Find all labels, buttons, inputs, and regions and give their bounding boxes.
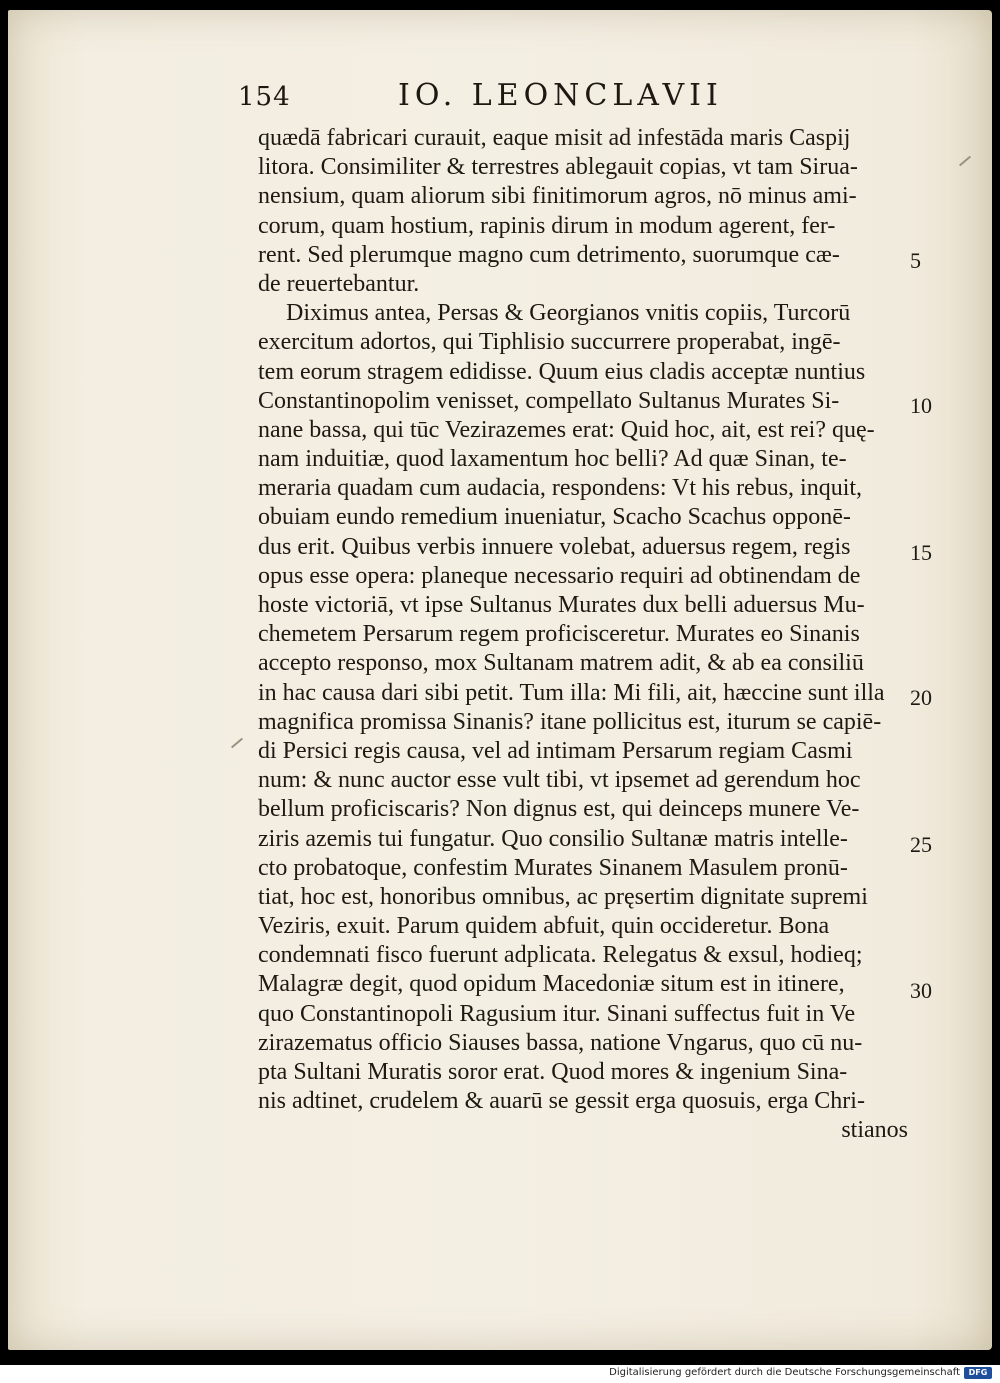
text-line: zirazematus officio Siauses bassa, natione Vngarus, quo cū nu- bbox=[258, 1029, 863, 1056]
text-line: nensium, quam aliorum sibi finitimorum agros, nō minus ami- bbox=[258, 183, 857, 210]
text-line: quo Constantinopoli Ragusium itur. Sinani suffectus fuit in Ve bbox=[258, 1000, 856, 1027]
text-line: nis adtinet, crudelem & auarū se gessit erga quosuis, erga Chri- bbox=[258, 1088, 865, 1115]
text-line: Constantinopolim venisset, compellato Sultanus Murates Si- bbox=[258, 387, 840, 414]
page-number: 154 bbox=[238, 82, 291, 112]
catchword: stianos bbox=[841, 1117, 908, 1144]
text-line: in hac causa dari sibi petit. Tum illa: Mi fili, ait, hæccine sunt illa bbox=[258, 679, 885, 706]
page-header bbox=[238, 78, 758, 118]
text-line: tem eorum stragem edidisse. Quum eius cladis acceptæ nuntius bbox=[258, 358, 866, 385]
margin-line-number: 10 bbox=[910, 393, 932, 418]
margin-line-number: 5 bbox=[910, 248, 921, 273]
paragraph-start-line: Diximus antea, Persas & Georgianos vnitis copiis, Turcorū bbox=[286, 300, 851, 327]
text-line: pta Sultani Muratis soror erat. Quod mores & ingenium Sina- bbox=[258, 1059, 848, 1085]
text-line: exercitum adortos, qui Tiphlisio succurrere properabat, ingē- bbox=[258, 329, 841, 356]
text-line: hoste victoriā, vt ipse Sultanus Murates dux belli aduersus Mu- bbox=[258, 592, 865, 618]
text-block bbox=[258, 124, 918, 1146]
text-line: corum, quam hostium, rapinis dirum in modum agerent, fer- bbox=[258, 212, 836, 239]
text-line: Malagræ degit, quod opidum Macedoniæ situm est in itinere, bbox=[258, 971, 845, 998]
text-line: de reuertebantur. bbox=[258, 270, 420, 297]
running-head: IO. LEONCLAVII bbox=[398, 78, 723, 113]
text-line: rent. Sed plerumque magno cum detrimento, suorumque cæ- bbox=[258, 241, 840, 268]
margin-line-number: 20 bbox=[910, 685, 932, 710]
text-line: opus esse opera: planeque necessario requiri ad obtinendam de bbox=[258, 562, 861, 589]
text-line: dus erit. Quibus verbis innuere volebat, aduersus regem, regis bbox=[258, 533, 851, 560]
margin-line-number: 30 bbox=[910, 978, 932, 1003]
text-line: Veziris, exuit. Parum quidem abfuit, quin occideretur. Bona bbox=[258, 913, 830, 940]
text-line: litora. Consimiliter & terrestres ablegauit copias, vt tam Sirua- bbox=[258, 154, 858, 181]
text-line: ziris azemis tui fungatur. Quo consilio Sultanæ matris intelle- bbox=[258, 825, 848, 852]
text-line: obuiam eundo remedium inueniatur, Scacho Scachus opponē- bbox=[258, 504, 851, 531]
text-line: chemetem Persarum regem proficisceretur. Murates eo Sinanis bbox=[258, 621, 860, 648]
footer-bar bbox=[0, 1365, 1000, 1383]
text-line: condemnati fisco fuerunt adplicata. Relegatus & exsul, hodieq; bbox=[258, 942, 863, 969]
text-line: cto probatoque, confestim Murates Sinanem Masulem pronū- bbox=[258, 854, 848, 881]
text-line: num: & nunc auctor esse vult tibi, vt ipsemet ad gerendum hoc bbox=[258, 767, 861, 794]
margin-line-number: 25 bbox=[910, 832, 932, 857]
text-line: meraria quadam cum audacia, respondens: Vt his rebus, inquit, bbox=[258, 475, 863, 502]
text-line: di Persici regis causa, vel ad intimam Persarum regiam Casmi bbox=[258, 737, 853, 764]
text-line: tiat, hoc est, honoribus omnibus, ac pręsertim dignitate supremi bbox=[258, 883, 868, 910]
funding-credit: Digitalisierung gefördert durch die Deutsche Forschungsgemeinschaft bbox=[609, 1367, 960, 1378]
text-line: bellum proficiscaris? Non dignus est, qui deinceps munere Ve- bbox=[258, 796, 860, 823]
dfg-logo: DFG bbox=[964, 1367, 992, 1379]
text-line: nane bassa, qui tūc Vezirazemes erat: Quid hoc, ait, est rei? quę- bbox=[258, 416, 875, 443]
margin-line-number: 15 bbox=[910, 540, 932, 565]
text-line: accepto responso, mox Sultanam matrem adit, & ab ea consiliū bbox=[258, 650, 864, 677]
text-line: quædā fabricari curauit, eaque misit ad infestāda maris Caspij bbox=[258, 125, 851, 151]
text-line: magnifica promissa Sinanis? itane pollicitus est, iturum se capiē- bbox=[258, 708, 882, 735]
text-line: nam induitiæ, quod laxamentum hoc belli? Ad quæ Sinan, te- bbox=[258, 446, 847, 473]
